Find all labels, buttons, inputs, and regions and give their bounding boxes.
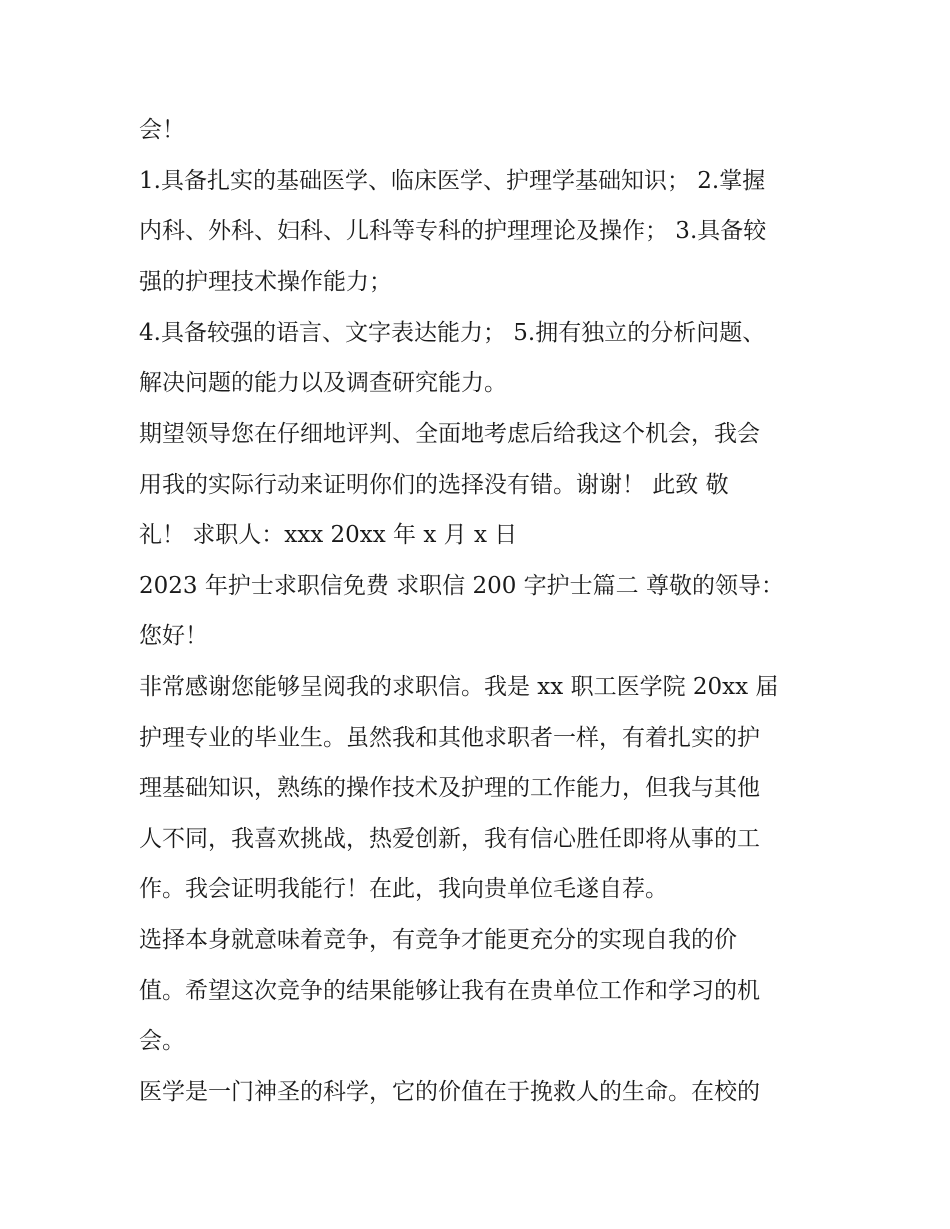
text-line: 理基础知识，熟练的操作技术及护理的工作能力，但我与其他	[139, 775, 760, 801]
text-line: 2023 年护士求职信免费 求职信 200 字护士篇二 尊敬的领导：	[139, 573, 784, 599]
text-line: 1.具备扎实的基础医学、临床医学、护理学基础知识； 2.掌握	[139, 168, 766, 194]
text-line: 护理专业的毕业生。虽然我和其他求职者一样，有着扎实的护	[139, 725, 760, 751]
text-line: 非常感谢您能够呈阅我的求职信。我是 xx 职工医学院 20xx 届	[139, 674, 779, 700]
text-line: 期望领导您在仔细地评判、全面地考虑后给我这个机会，我会	[139, 421, 760, 447]
text-line: 解决问题的能力以及调查研究能力。	[139, 370, 507, 396]
text-line: 值。希望这次竞争的结果能够让我有在贵单位工作和学习的机	[139, 978, 760, 1004]
text-line: 医学是一门神圣的科学，它的价值在于挽救人的生命。在校的	[139, 1079, 760, 1105]
text-line: 强的护理技术操作能力；	[139, 269, 392, 295]
text-line: 选择本身就意味着竞争，有竞争才能更充分的实现自我的价	[139, 927, 737, 953]
text-line: 会！	[139, 117, 185, 143]
text-line: 礼！ 求职人：xxx 20xx 年 x 月 x 日	[139, 522, 518, 548]
text-line: 内科、外科、妇科、儿科等专科的护理理论及操作； 3.具备较	[139, 218, 767, 244]
text-line: 作。我会证明我能行！在此，我向贵单位毛遂自荐。	[139, 876, 668, 902]
text-line: 会。	[139, 1028, 185, 1054]
text-line: 4.具备较强的语言、文字表达能力； 5.拥有独立的分析问题、	[139, 320, 766, 346]
text-line: 您好！	[139, 623, 208, 649]
text-line: 人不同，我喜欢挑战，热爱创新，我有信心胜任即将从事的工	[139, 826, 760, 852]
text-line: 用我的实际行动来证明你们的选择没有错。谢谢！ 此致 敬	[139, 472, 729, 498]
